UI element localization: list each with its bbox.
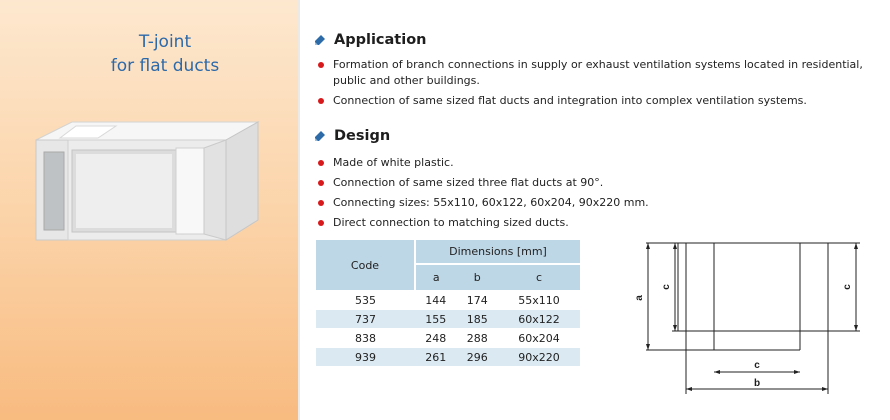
design-bullet-3 (316, 195, 876, 211)
duct-right-face (226, 122, 258, 240)
application-heading (314, 32, 427, 48)
dimensions-table (316, 240, 580, 366)
cell-a: 144 (415, 291, 456, 310)
application-bullet-2 (316, 93, 876, 109)
cell-b: 296 (456, 348, 497, 367)
code-column-header: Code (316, 240, 415, 291)
cell-c: 55x110 (498, 291, 580, 310)
pencil-tag-icon (314, 34, 326, 46)
arrow-a-top (646, 243, 650, 249)
design-bullet-list (316, 155, 876, 235)
design-heading-text: Design (334, 128, 391, 144)
dimension-c-header: c (498, 264, 580, 291)
label-b: b (753, 378, 761, 389)
cell-code: 737 (316, 310, 415, 329)
dimension-b-header: b (456, 264, 497, 291)
label-c-right: c (842, 284, 853, 290)
cell-code: 838 (316, 329, 415, 348)
branch-outlet (176, 148, 204, 234)
list-item: Connection of same sized three flat ducts at 90°. (333, 176, 604, 189)
list-item: Made of white plastic. (333, 156, 454, 169)
dimensions-header: Dimensions [mm] (415, 240, 580, 264)
technical-drawing (628, 232, 868, 397)
product-title (60, 30, 270, 78)
dimension-a-header: a (415, 264, 456, 291)
pencil-tag-icon (314, 130, 326, 142)
list-item: Connection of same sized flat ducts and integration into complex ventilation systems. (333, 94, 807, 107)
cell-a: 248 (415, 329, 456, 348)
product-title-line-2: for flat ducts (110, 56, 220, 76)
cell-c: 90x220 (498, 348, 580, 367)
duct-opening (44, 152, 64, 230)
cell-b: 174 (456, 291, 497, 310)
list-item: Formation of branch connections in supply or exhaust ventilation systems located in residential, public and other buildings. (333, 58, 863, 87)
arrow-c-left-bottom (673, 325, 677, 331)
cell-code: 939 (316, 348, 415, 367)
application-bullet-list (316, 57, 876, 113)
label-c-bottom: c (754, 360, 760, 371)
arrow-c-right-top (854, 243, 858, 249)
cell-a: 155 (415, 310, 456, 329)
label-a: a (634, 295, 645, 301)
table-row (316, 310, 580, 329)
table-row (316, 291, 580, 310)
table-row (316, 329, 580, 348)
design-bullet-4 (316, 215, 876, 231)
drawing-main-body (678, 243, 856, 331)
cell-code: 535 (316, 291, 415, 310)
application-heading-text: Application (334, 32, 427, 48)
arrow-c-bottom-left (714, 370, 720, 374)
arrow-b-left (686, 387, 692, 391)
cell-b: 185 (456, 310, 497, 329)
duct-inner-light (76, 154, 172, 228)
t-joint-product-image (26, 112, 276, 262)
table-row (316, 348, 580, 367)
cell-b: 288 (456, 329, 497, 348)
list-item: Connecting sizes: 55x110, 60x122, 60x204, 90x220 mm. (333, 196, 649, 209)
cell-a: 261 (415, 348, 456, 367)
arrow-c-right-bottom (854, 325, 858, 331)
arrow-a-bottom (646, 344, 650, 350)
design-bullet-1 (316, 155, 876, 171)
application-bullet-1 (316, 57, 876, 89)
arrow-c-left-top (673, 243, 677, 249)
panel-divider (298, 0, 300, 420)
list-item: Direct connection to matching sized ducts. (333, 216, 569, 229)
cell-c: 60x204 (498, 329, 580, 348)
label-c-left: c (661, 284, 672, 290)
cell-c: 60x122 (498, 310, 580, 329)
branch-outlet-edge (204, 140, 226, 240)
arrow-c-bottom-right (794, 370, 800, 374)
product-title-line-1: T-joint (138, 32, 192, 52)
arrow-b-right (822, 387, 828, 391)
design-heading (314, 128, 390, 144)
design-bullet-2 (316, 175, 876, 191)
